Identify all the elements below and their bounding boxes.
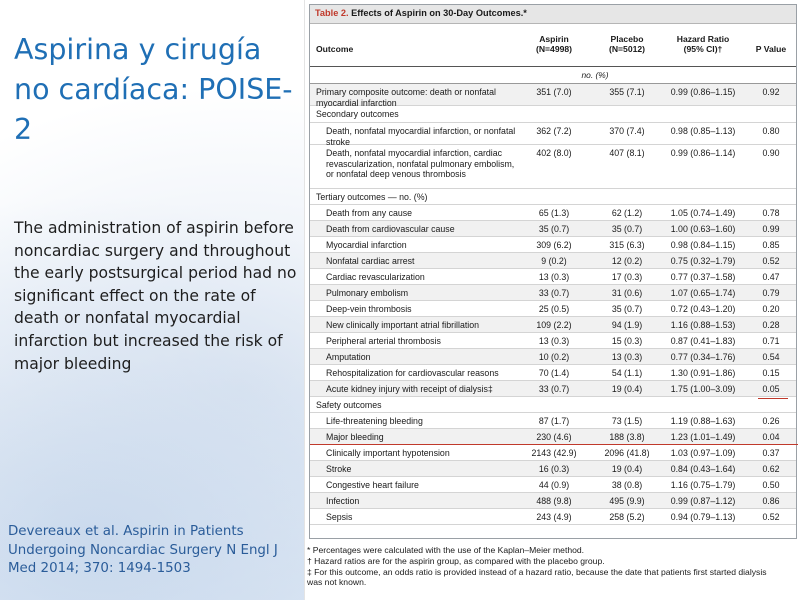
cell-aspirin: 309 (6.2)	[536, 240, 572, 250]
cell-hazard-ratio: 0.77 (0.37–1.58)	[670, 272, 736, 282]
table-row	[310, 349, 796, 365]
cell-p-value: 0.85	[762, 240, 780, 250]
cell-hazard-ratio: 0.72 (0.43–1.20)	[670, 304, 736, 314]
cell-outcome: Death, nonfatal myocardial infarction, cardiac revascularization, nonfatal pulmonary embolism, or nonfatal deep venous thrombosis	[326, 148, 515, 180]
table-section-row	[310, 189, 796, 205]
table-units-row: no. (%)	[310, 67, 796, 84]
cell-placebo: 495 (9.9)	[609, 496, 645, 506]
table-row	[310, 413, 796, 429]
cell-placebo: 31 (0.6)	[611, 288, 643, 298]
cell-p-value: 0.62	[762, 464, 780, 474]
cell-aspirin: 13 (0.3)	[538, 272, 570, 282]
cell-p-value: 0.86	[762, 496, 780, 506]
table-row	[310, 253, 796, 269]
slide-body-text: The administration of aspirin before noncardiac surgery and throughout the early postsurgical period had no significant effect on the rate of death or nonfatal myocardial infarction but increased the risk of major bleeding	[14, 219, 297, 373]
table-frame	[309, 4, 797, 539]
cell-hazard-ratio: 0.99 (0.87–1.12)	[670, 496, 736, 506]
table-section-row	[310, 397, 796, 413]
table-row	[310, 429, 796, 445]
cell-outcome: Death from cardiovascular cause	[326, 224, 455, 234]
cell-hazard-ratio: 0.84 (0.43–1.64)	[670, 464, 736, 474]
cell-p-value: 0.92	[762, 87, 780, 97]
cell-hazard-ratio: 1.75 (1.00–3.09)	[670, 384, 736, 394]
cell-outcome: Peripheral arterial thrombosis	[326, 336, 441, 346]
cell-hazard-ratio: 1.19 (0.88–1.63)	[670, 416, 736, 426]
slide-text-panel	[0, 0, 303, 600]
cell-p-value: 0.50	[762, 480, 780, 490]
cell-aspirin: 65 (1.3)	[538, 208, 570, 218]
header-placebo-label: Placebo	[610, 34, 644, 44]
cell-aspirin: 16 (0.3)	[538, 464, 570, 474]
cell-p-value: 0.78	[762, 208, 780, 218]
cell-outcome: Pulmonary embolism	[326, 288, 409, 298]
table-section-row	[310, 106, 796, 123]
table-row	[310, 477, 796, 493]
cell-placebo: 15 (0.3)	[611, 336, 643, 346]
footnote-odds-ratio: ‡ For this outcome, an odds ratio is provided instead of a hazard ratio, because the date that patients first started dialysis	[307, 566, 767, 577]
cell-hazard-ratio: 0.75 (0.32–1.79)	[670, 256, 736, 266]
table-row	[310, 509, 796, 525]
cell-aspirin: 70 (1.4)	[538, 368, 570, 378]
cell-aspirin: 230 (4.6)	[536, 432, 572, 442]
cell-placebo: 2096 (41.8)	[604, 448, 650, 458]
table-caption-bar	[310, 5, 796, 24]
cell-placebo: 407 (8.1)	[609, 148, 645, 158]
cell-aspirin: 488 (9.8)	[536, 496, 572, 506]
cell-outcome: Sepsis	[326, 512, 353, 522]
table-row	[310, 123, 796, 145]
cell-p-value: 0.54	[762, 352, 780, 362]
cell-p-value: 0.52	[762, 256, 780, 266]
cell-hazard-ratio: 0.98 (0.84–1.15)	[670, 240, 736, 250]
cell-hazard-ratio: 1.03 (0.97–1.09)	[670, 448, 736, 458]
cell-outcome: Acute kidney injury with receipt of dialysis‡	[326, 384, 493, 394]
cell-aspirin: 2143 (42.9)	[531, 448, 577, 458]
table-row	[310, 221, 796, 237]
cell-hazard-ratio: 0.94 (0.79–1.13)	[670, 512, 736, 522]
cell-outcome: Death from any cause	[326, 208, 413, 218]
footnote-kaplan-meier: * Percentages were calculated with the use of the Kaplan–Meier method.	[307, 545, 585, 555]
cell-aspirin: 9 (0.2)	[541, 256, 567, 266]
header-aspirin-label: Aspirin	[539, 34, 569, 44]
header-outcome: Outcome	[316, 44, 354, 54]
cell-p-value: 0.80	[762, 126, 780, 136]
table-row	[310, 285, 796, 301]
cell-outcome: Rehospitalization for cardiovascular reasons	[326, 368, 499, 378]
cell-outcome: Congestive heart failure	[326, 480, 419, 490]
cell-p-value: 0.26	[762, 416, 780, 426]
cell-outcome: Tertiary outcomes — no. (%)	[316, 192, 428, 202]
table-row	[310, 205, 796, 221]
cell-placebo: 19 (0.4)	[611, 384, 643, 394]
cell-placebo: 73 (1.5)	[611, 416, 643, 426]
cell-placebo: 35 (0.7)	[611, 224, 643, 234]
slide-title: Aspirina y cirugía no cardíaca: POISE-2	[14, 33, 293, 146]
table-row	[310, 237, 796, 253]
cell-p-value: 0.79	[762, 288, 780, 298]
cell-placebo: 17 (0.3)	[611, 272, 643, 282]
cell-hazard-ratio: 0.98 (0.85–1.13)	[670, 126, 736, 136]
cell-outcome: Clinically important hypotension	[326, 448, 450, 458]
cell-p-value: 0.90	[762, 148, 780, 158]
table-row	[310, 301, 796, 317]
cell-aspirin: 10 (0.2)	[538, 352, 570, 362]
cell-hazard-ratio: 1.07 (0.65–1.74)	[670, 288, 736, 298]
cell-outcome: Secondary outcomes	[316, 109, 399, 119]
cell-hazard-ratio: 0.99 (0.86–1.14)	[670, 148, 736, 158]
cell-placebo: 12 (0.2)	[611, 256, 643, 266]
cell-hazard-ratio: 0.77 (0.34–1.76)	[670, 352, 736, 362]
table-row	[310, 317, 796, 333]
cell-p-value: 0.71	[762, 336, 780, 346]
cell-hazard-ratio: 1.30 (0.91–1.86)	[670, 368, 736, 378]
cell-outcome: Cardiac revascularization	[326, 272, 425, 282]
cell-placebo: 62 (1.2)	[611, 208, 643, 218]
cell-placebo: 94 (1.9)	[611, 320, 643, 330]
table-row	[310, 493, 796, 509]
cell-p-value: 0.47	[762, 272, 780, 282]
cell-p-value: 0.15	[762, 368, 780, 378]
cell-placebo: 258 (5.2)	[609, 512, 645, 522]
header-aspirin-n: (N=4998)	[535, 44, 573, 54]
footnote-hazard-ratio: † Hazard ratios are for the aspirin group, as compared with the placebo group.	[307, 555, 605, 566]
cell-aspirin: 33 (0.7)	[538, 288, 570, 298]
cell-outcome: Infection	[326, 496, 360, 506]
cell-aspirin: 25 (0.5)	[538, 304, 570, 314]
cell-outcome: Myocardial infarction	[326, 240, 407, 250]
cell-outcome: New clinically important atrial fibrillation	[326, 320, 480, 330]
cell-aspirin: 109 (2.2)	[536, 320, 572, 330]
cell-hazard-ratio: 1.05 (0.74–1.49)	[670, 208, 736, 218]
cell-p-value: 0.04	[762, 432, 780, 442]
cell-placebo: 315 (6.3)	[609, 240, 645, 250]
header-aspirin	[522, 34, 586, 54]
cell-placebo: 38 (0.8)	[611, 480, 643, 490]
cell-outcome: Deep-vein thrombosis	[326, 304, 412, 314]
cell-outcome: Nonfatal cardiac arrest	[326, 256, 415, 266]
cell-aspirin: 33 (0.7)	[538, 384, 570, 394]
table-caption: Effects of Aspirin on 30-Day Outcomes.*	[351, 8, 527, 18]
cell-p-value: 0.20	[762, 304, 780, 314]
table-footnotes	[307, 545, 800, 588]
cell-outcome: Life-threatening bleeding	[326, 416, 423, 426]
table-row	[310, 333, 796, 349]
table-column-header	[310, 24, 796, 67]
cell-placebo: 370 (7.4)	[609, 126, 645, 136]
cell-p-value: 0.99	[762, 224, 780, 234]
cell-hazard-ratio: 1.16 (0.88–1.53)	[670, 320, 736, 330]
header-placebo	[595, 34, 659, 54]
cell-outcome: Major bleeding	[326, 432, 384, 442]
cell-aspirin: 35 (0.7)	[538, 224, 570, 234]
cell-aspirin: 402 (8.0)	[536, 148, 572, 158]
cell-outcome: Death, nonfatal myocardial infarction, or nonfatal stroke	[326, 126, 516, 147]
header-p-value: P Value	[755, 44, 787, 54]
cell-hazard-ratio: 0.99 (0.86–1.15)	[670, 87, 736, 97]
cell-hazard-ratio: 1.23 (1.01–1.49)	[670, 432, 736, 442]
cell-hazard-ratio: 1.00 (0.63–1.60)	[670, 224, 736, 234]
table-row	[310, 461, 796, 477]
header-hr-label: Hazard Ratio	[676, 34, 730, 44]
table-row	[310, 145, 796, 189]
cell-hazard-ratio: 1.16 (0.75–1.79)	[670, 480, 736, 490]
cell-placebo: 188 (3.8)	[609, 432, 645, 442]
table-row	[310, 445, 796, 461]
table-row	[310, 365, 796, 381]
table-image-panel	[304, 0, 800, 600]
cell-p-value: 0.05	[762, 384, 780, 394]
cell-aspirin: 243 (4.9)	[536, 512, 572, 522]
table-row	[310, 269, 796, 285]
cell-hazard-ratio: 0.87 (0.41–1.83)	[670, 336, 736, 346]
cell-aspirin: 362 (7.2)	[536, 126, 572, 136]
cell-outcome: Amputation	[326, 352, 371, 362]
table-row	[310, 84, 796, 106]
cell-p-value: 0.28	[762, 320, 780, 330]
cell-placebo: 13 (0.3)	[611, 352, 643, 362]
table-number: Table 2.	[315, 8, 349, 18]
cell-p-value: 0.52	[762, 512, 780, 522]
table-row	[310, 381, 796, 397]
cell-aspirin: 351 (7.0)	[536, 87, 572, 97]
cell-aspirin: 87 (1.7)	[538, 416, 570, 426]
cell-outcome: Primary composite outcome: death or nonfatal myocardial infarction	[316, 87, 496, 108]
header-placebo-n: (N=5012)	[608, 44, 646, 54]
header-hazard-ratio	[660, 34, 746, 54]
cell-outcome: Stroke	[326, 464, 352, 474]
cell-placebo: 54 (1.1)	[611, 368, 643, 378]
table-body	[310, 84, 796, 525]
footnote-odds-ratio-cont: was not known.	[307, 577, 367, 588]
cell-aspirin: 13 (0.3)	[538, 336, 570, 346]
cell-aspirin: 44 (0.9)	[538, 480, 570, 490]
cell-placebo: 355 (7.1)	[609, 87, 645, 97]
slide-citation: Devereaux et al. Aspirin in Patients Undergoing Noncardiac Surgery N Engl J Med 2014; 370: 1494-1503	[8, 524, 278, 576]
cell-placebo: 35 (0.7)	[611, 304, 643, 314]
cell-placebo: 19 (0.4)	[611, 464, 643, 474]
cell-outcome: Safety outcomes	[316, 400, 382, 410]
cell-p-value: 0.37	[762, 448, 780, 458]
header-hr-ci: (95% CI)†	[683, 44, 723, 54]
